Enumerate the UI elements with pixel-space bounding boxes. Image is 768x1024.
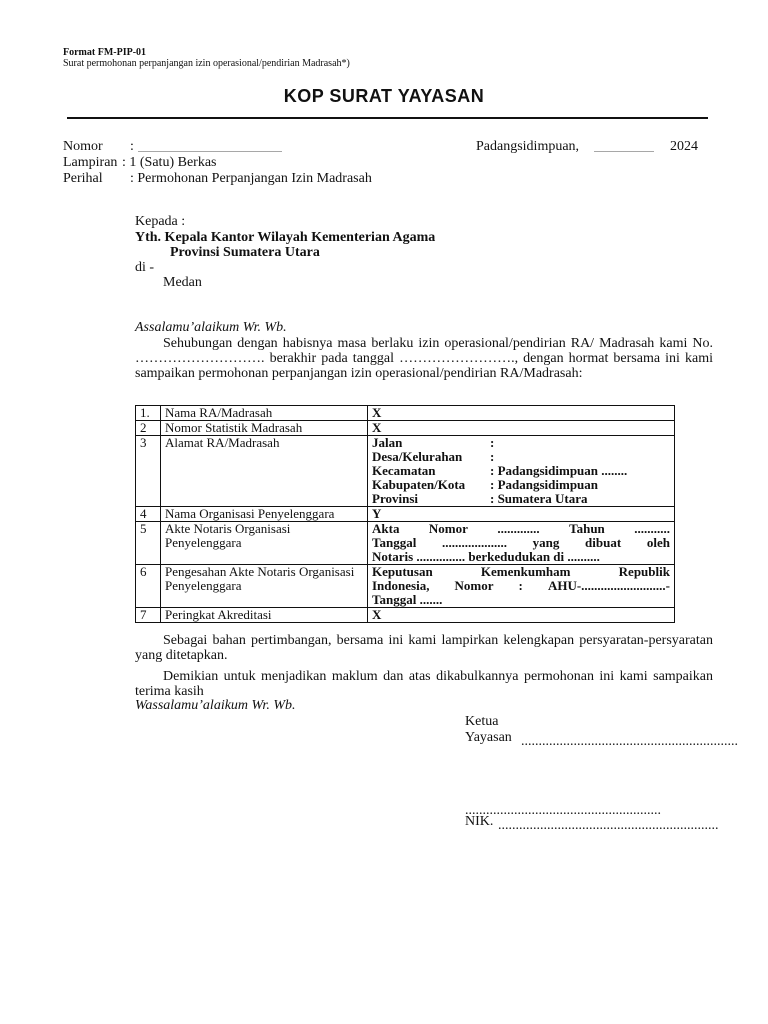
letterhead-title: KOP SURAT YAYASAN	[283, 86, 485, 106]
signer-org-dots: ..............................................................	[521, 734, 738, 749]
letterhead-divider	[67, 117, 708, 119]
signer-name-line: ........................................................	[465, 803, 661, 818]
row-number: 1.	[136, 406, 161, 421]
perihal-value: : Permohonan Perpanjangan Izin Madrasah	[130, 171, 372, 186]
row-number: 5	[136, 522, 161, 565]
date-dots: ..............................	[594, 145, 654, 154]
row-number: 7	[136, 608, 161, 623]
row-number: 3	[136, 436, 161, 507]
pengesahan-word: Nomor	[454, 578, 494, 593]
row-value: X	[368, 421, 675, 436]
di-label: di -	[135, 260, 155, 275]
row-label: Alamat RA/Madrasah	[161, 436, 368, 507]
akta-word: Tanggal	[372, 535, 417, 550]
akta-cell	[368, 522, 675, 565]
akta-line-3: Notaris ............... berkedudukan di ..........	[372, 549, 600, 564]
paragraph-closing: Demikian untuk menjadikan maklum dan atas dikabulkannya permohonan ini kami sampaikan terima kasih	[135, 669, 713, 699]
akta-word: .............	[497, 521, 540, 536]
address-value: :	[490, 435, 495, 450]
perihal-label: Perihal	[63, 171, 103, 186]
akta-word: Tahun	[569, 521, 605, 536]
kepada-label: Kepada :	[135, 214, 186, 229]
address-key: Jalan	[372, 435, 403, 450]
table-row	[136, 522, 675, 565]
akta-word: oleh	[646, 535, 670, 550]
akta-word: Akta	[372, 521, 400, 536]
address-line	[372, 492, 670, 506]
signer-org-label: Yayasan	[465, 730, 512, 745]
pengesahan-word: Republik	[618, 564, 670, 579]
recipient-line-2: Provinsi Sumatera Utara	[170, 245, 320, 260]
address-line	[372, 436, 670, 450]
akta-word: Nomor	[428, 521, 468, 536]
table-row	[136, 421, 675, 436]
recipient-city: Medan	[163, 275, 202, 290]
address-key: Provinsi	[372, 491, 418, 506]
row-value: Y	[368, 507, 675, 522]
place-label: Padangsidimpuan,	[476, 139, 580, 154]
address-line	[372, 478, 670, 492]
pengesahan-line-3: Tanggal .......	[372, 592, 443, 607]
lampiran-label: Lampiran	[63, 155, 118, 170]
table-row	[136, 608, 675, 623]
signer-title: Ketua	[465, 714, 499, 729]
row-label: Nama RA/Madrasah	[161, 406, 368, 421]
format-code: Format FM-PIP-01	[63, 47, 147, 58]
closing-salutation: Wassalamu’alaikum Wr. Wb.	[135, 698, 296, 713]
pengesahan-cell	[368, 565, 675, 608]
row-label: Nomor Statistik Madrasah	[161, 421, 368, 436]
madrasah-data-table	[135, 405, 675, 623]
address-value: :	[490, 449, 495, 464]
table-row	[136, 436, 675, 507]
address-value: : Padangsidimpuan ........	[490, 463, 628, 478]
pengesahan-word: :	[518, 578, 523, 593]
row-value: X	[368, 608, 675, 623]
akta-word: dibuat	[585, 535, 622, 550]
nomor-label: Nomor	[63, 139, 103, 154]
akta-word: ...........	[634, 521, 670, 536]
nik-dots: ...............................................................	[498, 818, 719, 833]
akta-word: yang	[532, 535, 560, 550]
row-number: 4	[136, 507, 161, 522]
address-value: : Padangsidimpuan	[490, 477, 599, 492]
pengesahan-word: Kemenkumham	[480, 564, 571, 579]
format-description: Surat permohonan perpanjangan izin operasional/pendirian Madrasah*)	[63, 58, 350, 69]
pengesahan-line-1	[372, 565, 670, 579]
akta-line-1	[372, 522, 670, 536]
address-line	[372, 464, 670, 478]
address-cell	[368, 436, 675, 507]
akta-word: ....................	[441, 535, 507, 550]
address-key: Desa/Kelurahan	[372, 449, 463, 464]
address-key: Kabupaten/Kota	[372, 477, 466, 492]
row-number: 2	[136, 421, 161, 436]
row-label: Nama Organisasi Penyelenggara	[161, 507, 368, 522]
address-key: Kecamatan	[372, 463, 436, 478]
row-value: X	[368, 406, 675, 421]
row-label: Pengesahan Akte Notaris Organisasi Penyelenggara	[161, 565, 368, 608]
table-row	[136, 565, 675, 608]
table-row	[136, 406, 675, 421]
pengesahan-word: Indonesia,	[372, 578, 430, 593]
paragraph-intro: Sehubungan dengan habisnya masa berlaku izin operasional/pendirian RA/ Madrasah kami No. ………………………. berakhir pada tanggal ……………………., dengan hormat bersama ini kami sampaikan permohonan perpanjangan izin operasional/pendirian RA/Madrasah:	[135, 336, 713, 381]
nomor-dots: ........................................................................	[138, 145, 282, 154]
row-label: Akte Notaris Organisasi Penyelenggara	[161, 522, 368, 565]
recipient-line-1: Yth. Kepala Kantor Wilayah Kementerian Agama	[135, 230, 436, 245]
table-row	[136, 507, 675, 522]
pengesahan-line-2	[372, 579, 670, 593]
akta-line-2	[372, 536, 670, 550]
row-label: Peringkat Akreditasi	[161, 608, 368, 623]
greeting: Assalamu’alaikum Wr. Wb.	[135, 320, 287, 335]
nik-label: NIK.	[465, 814, 494, 829]
address-value: : Sumatera Utara	[490, 491, 588, 506]
pengesahan-word: Keputusan	[372, 564, 433, 579]
paragraph-attachments: Sebagai bahan pertimbangan, bersama ini kami lampirkan kelengkapan persyaratan-persyaratan yang ditetapkan.	[135, 633, 713, 663]
row-number: 6	[136, 565, 161, 608]
address-line	[372, 450, 670, 464]
pengesahan-word: AHU-..........................-	[547, 578, 670, 593]
nomor-separator: :	[130, 139, 134, 154]
year: 2024	[670, 139, 698, 154]
lampiran-value: : 1 (Satu) Berkas	[122, 155, 217, 170]
